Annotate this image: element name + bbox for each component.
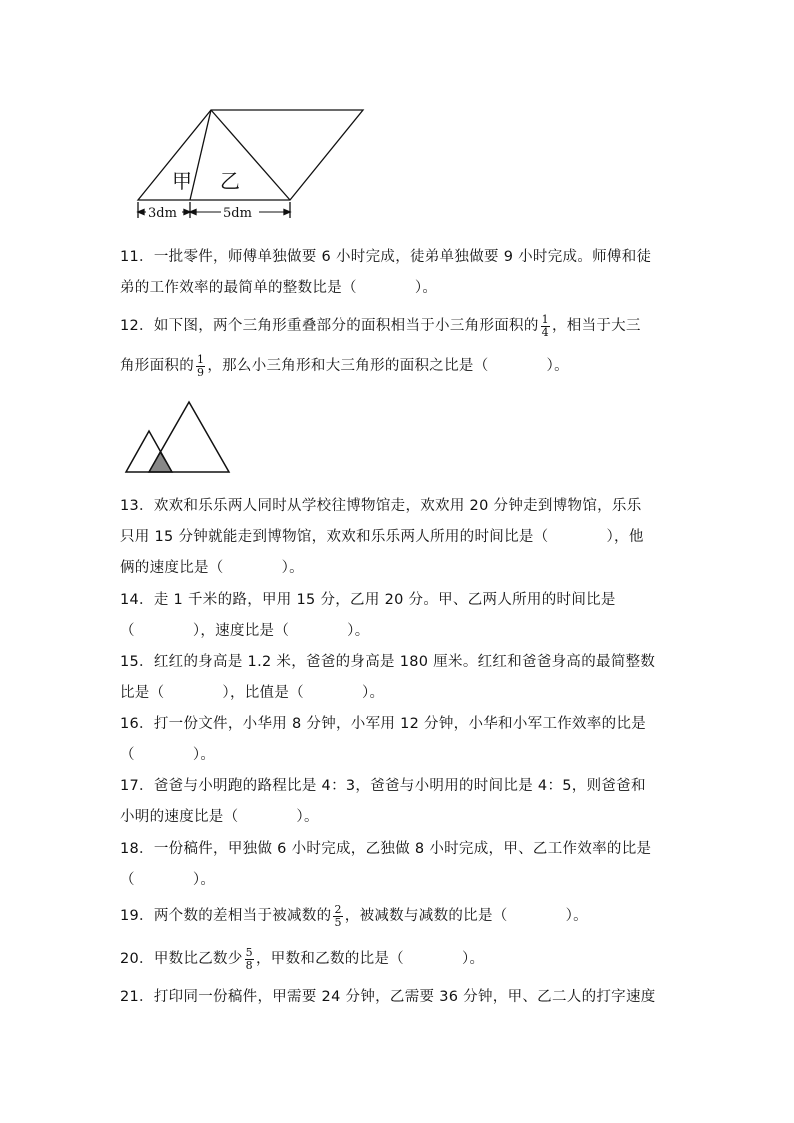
q16-line1: 16．打一份文件，小华用 8 分钟，小军用 12 分钟，小华和小军工作效率的比是 [120, 716, 647, 732]
q13-line2: 只用 15 分钟就能走到博物馆，欢欢和乐乐两人所用的时间比是（ ），他 [120, 529, 644, 545]
q16-line2: （ ）。 [120, 747, 216, 763]
q13-line1: 13．欢欢和乐乐两人同时从学校往博物馆走，欢欢用 20 分钟走到博物馆，乐乐 [120, 498, 642, 514]
question-21 [120, 982, 680, 1013]
question-11 [120, 242, 680, 304]
question-15 [120, 647, 680, 709]
q18-line1: 18．一份稿件，甲独做 6 小时完成，乙独做 8 小时完成，甲、乙工作效率的比是 [120, 841, 652, 857]
q15-line1: 15．红红的身高是 1.2 米，爸爸的身高是 180 厘米。红红和爸爸身高的最简整数 [120, 654, 656, 670]
q12-line1: 12．如下图，两个三角形重叠部分的面积相当于小三角形面积的 $\frac{1}{4}$ ，相当于大三 [120, 312, 641, 339]
dim-right-label: 5dm [223, 206, 252, 221]
q14-line2: （ ），速度比是（ ）。 [120, 623, 370, 639]
q11-line2: 弟的工作效率的最简单的整数比是（ ）。 [120, 280, 438, 296]
question-19 [120, 896, 680, 936]
q21-line1: 21．打印同一份稿件，甲需要 24 分钟，乙需要 36 分钟，甲、乙二人的打字速度 [120, 989, 656, 1005]
q11-line1: 11．一批零件，师傅单独做要 6 小时完成，徒弟单独做要 9 小时完成。师傅和徒 [120, 249, 652, 265]
label-jia: 甲 [172, 169, 192, 193]
overlap-region [149, 452, 172, 472]
q14-line1: 14．走 1 千米的路，甲用 15 分，乙用 20 分。甲、乙两人所用的时间比是 [120, 592, 616, 608]
q15-line2: 比是（ ），比值是（ ）。 [120, 685, 385, 701]
dim-left-label: 3dm [148, 206, 177, 221]
label-yi: 乙 [220, 169, 240, 193]
question-13 [120, 491, 680, 584]
q17-line1: 17．爸爸与小明跑的路程比是 4：3，爸爸与小明用的时间比是 4：5，则爸爸和 [120, 778, 646, 794]
fraction: $\frac{5}{8}$ [245, 945, 253, 972]
q19-line1: 19．两个数的差相当于被减数的 $\frac{2}{5}$ ，被减数与减数的比是（ ）。 [120, 902, 588, 929]
q17-line2: 小明的速度比是（ ）。 [120, 809, 319, 825]
fraction: $\frac{1}{9}$ [197, 352, 205, 379]
q12-line2: 角形面积的 $\frac{1}{9}$ ，那么小三角形和大三角形的面积之比是（ ）。 [120, 352, 569, 379]
question-16 [120, 709, 680, 771]
parallelogram-figure [128, 100, 373, 228]
q18-line2: （ ）。 [120, 872, 216, 888]
question-14 [120, 585, 680, 647]
question-20 [120, 939, 680, 979]
fraction: $\frac{2}{5}$ [334, 902, 342, 929]
question-12 [120, 306, 680, 386]
q20-line1: 20．甲数比乙数少 $\frac{5}{8}$ ，甲数和乙数的比是（ ）。 [120, 945, 485, 972]
fraction: $\frac{1}{4}$ [541, 312, 549, 339]
question-17 [120, 771, 680, 833]
overlapping-triangles-figure [120, 396, 235, 478]
q13-line3: 俩的速度比是（ ）。 [120, 560, 304, 576]
question-18 [120, 834, 680, 896]
